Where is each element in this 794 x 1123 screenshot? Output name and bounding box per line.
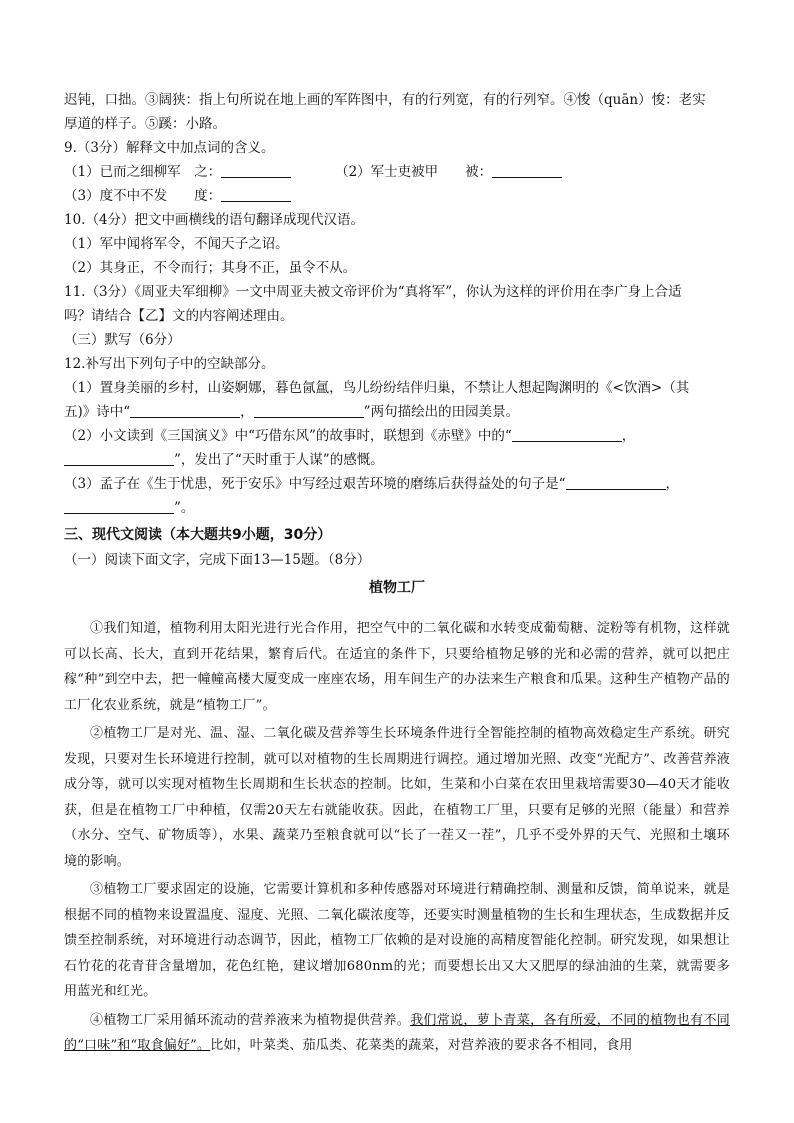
q12-text: ”两句描绘出的田园美景。 <box>363 404 520 420</box>
q12-text: ”。 <box>174 500 195 516</box>
part-3-heading: 三、现代文阅读（本大题共9小题，30分） <box>64 527 332 543</box>
q12-part-3-line-2 <box>64 496 730 520</box>
q12-part-2-line-1 <box>64 424 730 448</box>
q9-item-1: （1）已而之细柳军 之： <box>64 164 222 180</box>
q9-row-2 <box>64 184 730 208</box>
article-paragraph-3: ③植物工厂要求固定的设施，它需要计算机和多种传感器对环境进行精确控制、测量和反馈，简单说来，就是根据不同的植物来设置温度、湿度、光照、二氧化碳浓度等，还要实时测量植物的生长和生理状态，生成数据并反馈至控制系统，对环境进行动态调节，因此，植物工厂依赖的是对设施的高精度智能化控制。研究发现，如果想让石竹花的花青苷含量增加，花色红艳，建议增加680nm的光；而要想长出又大又肥厚的绿油油的生菜，就需要多用蓝光和红光。 <box>64 882 730 999</box>
q9-item-3: （3）度不中不发 度： <box>64 188 222 204</box>
q12-text: ， <box>621 428 636 444</box>
q9-stem: 9.（3分）解释文中加点词的含义。 <box>64 140 275 156</box>
article-paragraph-1: ①我们知道，植物利用太阳光进行光合作用，把空气中的二氧化碳和水转变成葡萄糖、淀粉等有机物，这样就可以长高、长大，直到开花结果，繁育后代。在适宜的条件下，只要给植物足够的光和必需的营养，就可以把庄稼“种”到空中去，把一幢幢高楼大厦变成一座座农场，用车间生产的办法来生产粮食和瓜果。这种生产植物产品的工厂化农业系统，就是“植物工厂”。 <box>64 621 730 713</box>
q11-line-1: 11.（3分）《周亚夫军细柳》一文中周亚夫被文帝评价为“真将军”，你认为这样的评价用在李广身上合适 <box>64 284 682 300</box>
q10-sentence-2: （2）其身正，不令而行；其身不正，虽令不从。 <box>64 260 357 276</box>
section-dictation-label: （三）默写（6分） <box>64 332 181 348</box>
answer-blank[interactable] <box>64 499 174 514</box>
article-title: 植物工厂 <box>369 580 425 596</box>
answer-blank[interactable] <box>492 163 562 178</box>
underlined-sentence: 我们常说，萝卜青菜，各有所爱，不同的植物也有不同的“口味”和“取食偏好”。 <box>64 1012 730 1053</box>
reading-instruction: （一）阅读下面文字，完成下面13—15题。（8分） <box>64 552 371 568</box>
q12-text: （3）孟子在《生于忧患，死于安乐》中写经过艰苦环境的磨练后获得益处的句子是“ <box>64 476 566 492</box>
q12-text: ， <box>665 476 679 492</box>
notes-line-1: 迟钝，口拙。③阔狭：指上句所说在地上画的军阵图中，有的行列宽，有的行列窄。④悛（quān）悛：老实 <box>64 92 706 108</box>
answer-blank[interactable] <box>221 163 291 178</box>
answer-blank[interactable] <box>254 403 364 418</box>
q12-part-2-line-2 <box>64 448 730 472</box>
q9-item-2: （2）军士吏被甲 被： <box>335 164 493 180</box>
q12-text: ”，发出了“天时重于人谋”的感慨。 <box>174 452 384 468</box>
paragraph-text: 比如，叶菜类、茄瓜类、花菜类的蔬菜，对营养液的要求各不相同，食用 <box>210 1038 633 1053</box>
q12-text: ， <box>240 404 254 420</box>
q12-part-1-line-2 <box>64 400 730 424</box>
q12-text: （2）小文读到《三国演义》中“巧借东风”的故事时，联想到《赤壁》中的“ <box>64 428 512 444</box>
q12-part-3-line-1 <box>64 472 730 496</box>
q12-text: 五)》诗中“ <box>64 404 131 420</box>
answer-blank[interactable] <box>130 403 240 418</box>
answer-blank[interactable] <box>512 427 622 442</box>
answer-blank[interactable] <box>64 451 174 466</box>
answer-blank[interactable] <box>221 187 291 202</box>
q9-row-1 <box>64 160 730 184</box>
article-paragraph-2: ②植物工厂是对光、温、湿、二氧化碳及营养等生长环境条件进行全智能控制的植物高效稳定生产系统。研究发现，只要对生长环境进行控制，就可以对植物的生长周期进行调控。通过增加光照、改变“光配方”、改善营养液成分等，就可以实现对植物生长周期和生长状态的控制。比如，生菜和小白菜在农田里栽培需要30—40天才能收获，但是在植物工厂中种植，仅需20天左右就能收获。因此，在植物工厂里，只要有足够的光照（能量）和营养（水分、空气、矿物质等），水果、蔬菜乃至粮食就可以“长了一茬又一茬”，几乎不受外界的天气、光照和土壤环境的影响。 <box>64 726 730 869</box>
article-paragraph-4 <box>64 1008 730 1059</box>
paragraph-text: ④植物工厂采用循环流动的营养液来为植物提供营养。 <box>90 1012 411 1028</box>
q10-stem: 10.（4分）把文中画横线的语句翻译成现代汉语。 <box>64 212 365 228</box>
q10-sentence-1: （1）军中闻将军令，不闻天子之诏。 <box>64 236 289 252</box>
notes-line-2: 厚道的样子。⑤蹊：小路。 <box>64 116 226 132</box>
q12-stem: 12.补写出下列句子中的空缺部分。 <box>64 356 275 372</box>
q11-line-2: 吗？请结合【乙】文的内容阐述理由。 <box>64 308 294 324</box>
q12-part-1-line-1: （1）置身美丽的乡村，山姿婀娜，暮色氤氲，鸟儿纷纷结伴归巢，不禁让人想起陶渊明的《<饮酒>（其 <box>64 380 690 396</box>
answer-blank[interactable] <box>566 475 666 490</box>
